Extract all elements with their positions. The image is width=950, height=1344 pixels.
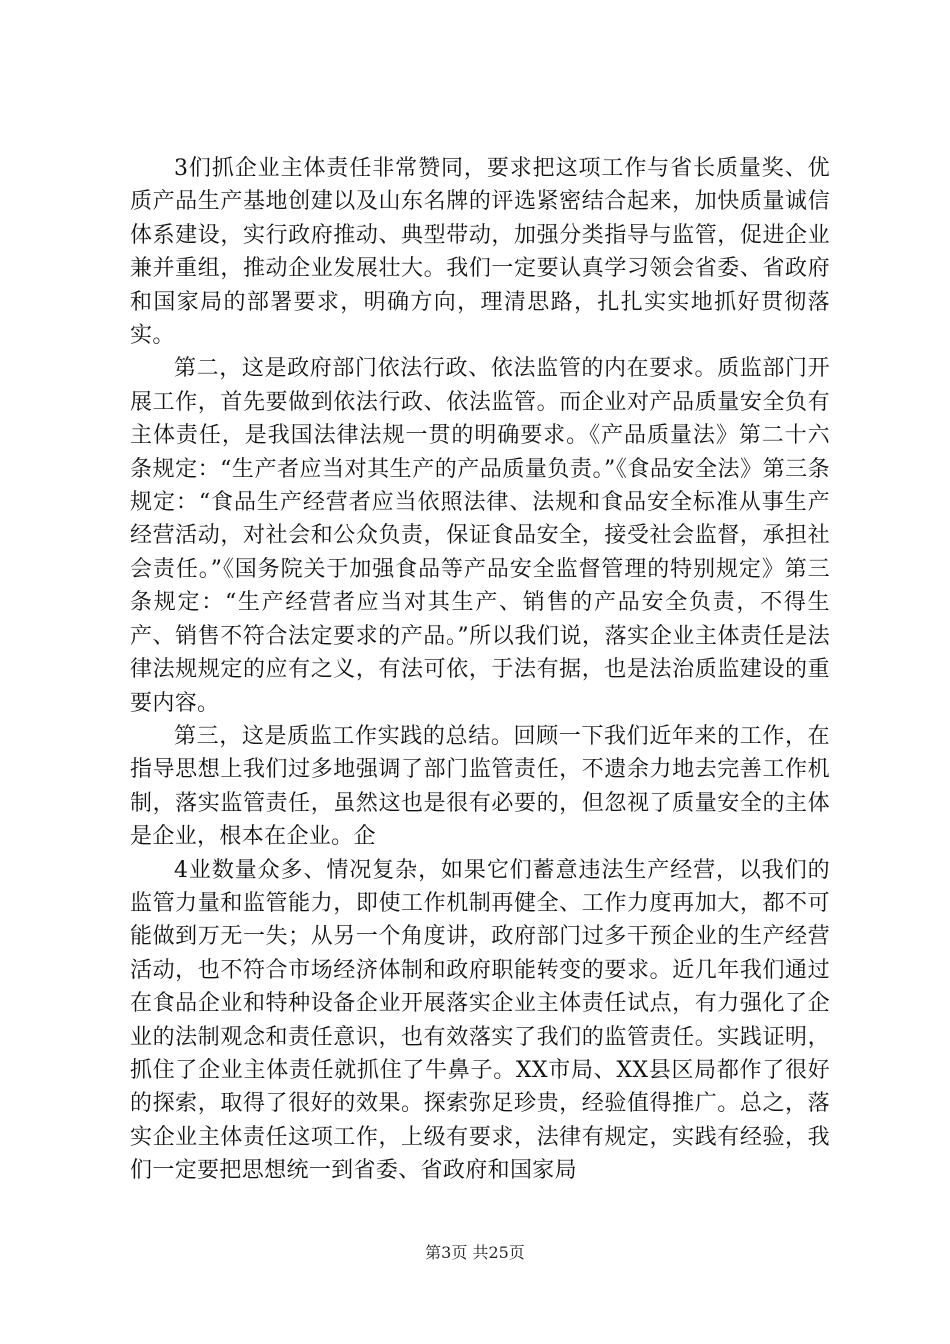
paragraph-4: 4业数量众多、情况复杂，如果它们蓄意违法生产经营，以我们的监管力量和监管能力，即使工作机制再健全、工作力度再加大，都不可能做到万无一失；从另一个角度讲，政府部门过多干预企业的生产经营活动，也不符合市场经济体制和政府职能转变的要求。近几年我们通过在食品企业和特种设备企业开展落实企业主体责任试点，有力强化了企业的法制观念和责任意识，也有效落实了我们的监管责任。实践证明，抓住了企业主体责任就抓住了牛鼻子。XX市局、XX县区局都作了很好的探索，取得了很好的效果。探索弥足珍贵，经验值得推广。总之，落实企业主体责任这项工作，上级有要求，法律有规定，实践有经验，我们一定要把思想统一到省委、省政府和国家局	[130, 857, 830, 1184]
document-body	[130, 152, 830, 1188]
paragraph-2: 第二，这是政府部门依法行政、依法监管的内在要求。质监部门开展工作，首先要做到依法行政、依法监管。而企业对产品质量安全负有主体责任，是我国法律法规一贯的明确要求。《产品质量法》第二十六条规定：“生产者应当对其生产的产品质量负责。”《食品安全法》第三条规定：“食品生产经营者应当依照法律、法规和食品安全标准从事生产经营活动，对社会和公众负责，保证食品安全，接受社会监督，承担社会责任。”《国务院关于加强食品等产品安全监督管理的特别规定》第三条规定：“生产经营者应当对其生产、销售的产品安全负责，不得生产、销售不符合法定要求的产品。”所以我们说，落实企业主体责任是法律法规规定的应有之义，有法可依，于法有据，也是法治质监建设的重要内容。	[130, 356, 830, 716]
page-number-label: 第3页 共25页	[425, 1243, 525, 1262]
page-footer	[0, 1243, 950, 1263]
paragraph-3: 第三，这是质监工作实践的总结。回顾一下我们近年来的工作，在指导思想上我们过多地强调了部门监管责任，不遗余力地去完善工作机制，落实监管责任，虽然这也是很有必要的，但忽视了质量安全的主体是企业，根本在企业。企	[130, 723, 830, 850]
paragraph-1: 3们抓企业主体责任非常赞同，要求把这项工作与省长质量奖、优质产品生产基地创建以及山东名牌的评选紧密结合起来，加快质量诚信体系建设，实行政府推动、典型带动，加强分类指导与监管，促进企业兼并重组，推动企业发展壮大。我们一定要认真学习领会省委、省政府和国家局的部署要求，明确方向，理清思路，扎扎实实地抓好贯彻落实。	[130, 156, 830, 349]
